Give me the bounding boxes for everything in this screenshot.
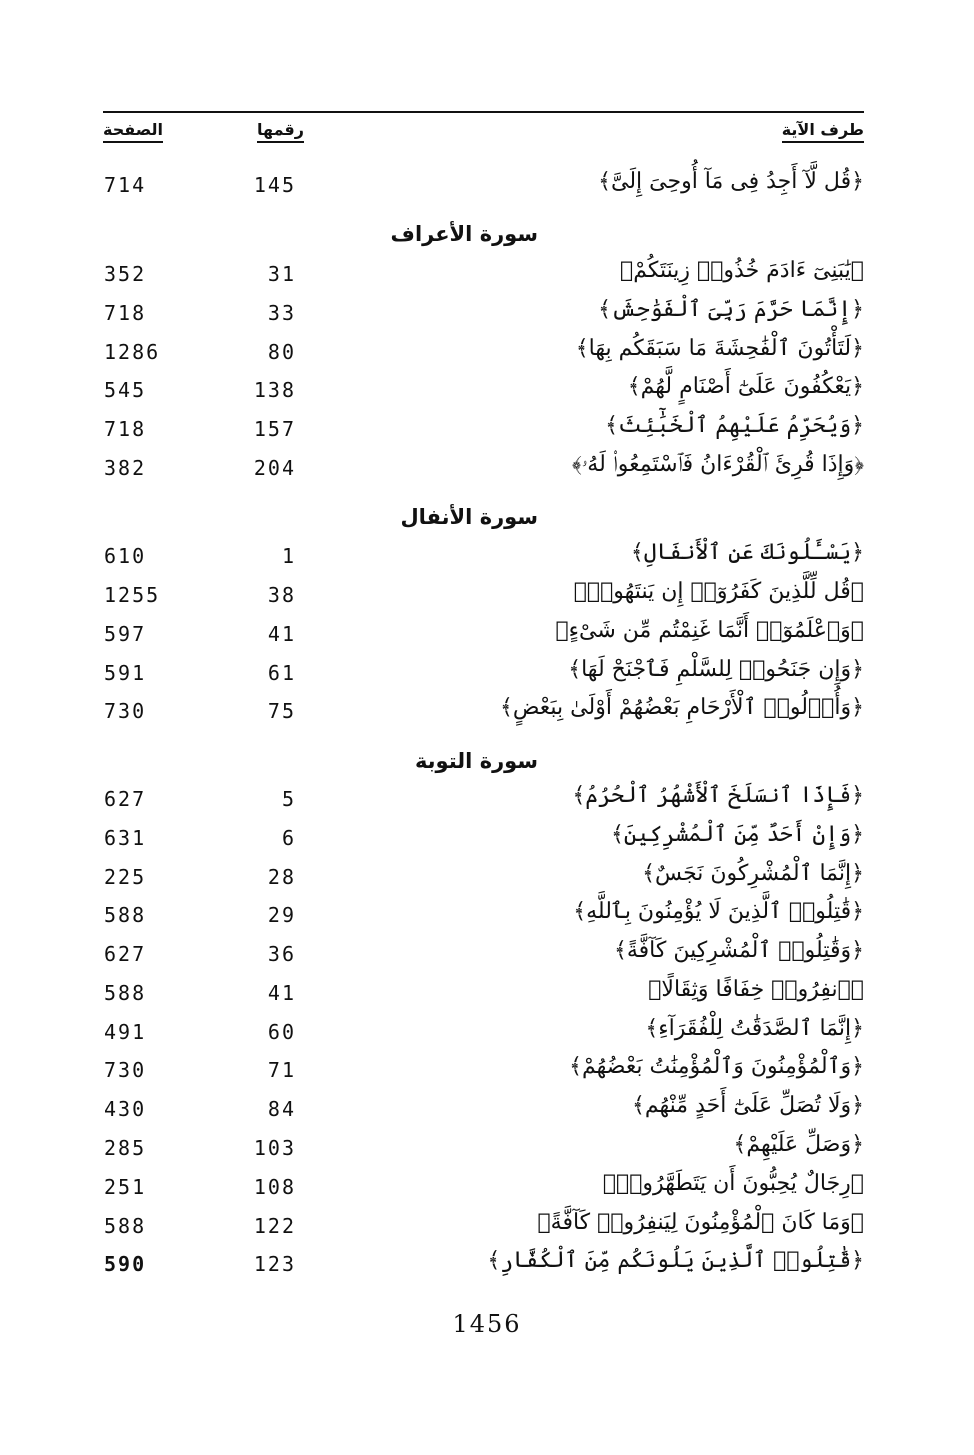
row-verse-number: 108 (253, 1175, 296, 1199)
row-verse-number: 41 (267, 622, 296, 646)
row-page-number: 588 (104, 981, 147, 1005)
row-verse-text: ﴿وَصَلِّ عَلَيْهِمْ﴾ (733, 1132, 864, 1157)
row-page-number: 545 (104, 378, 147, 402)
row-verse-number: 61 (267, 661, 296, 685)
table-row (0, 781, 974, 820)
row-page-number: 491 (104, 1020, 147, 1044)
table-row (0, 936, 974, 975)
table-row (0, 450, 974, 489)
row-page-number: 718 (104, 301, 147, 325)
row-verse-number: 31 (267, 262, 296, 286)
table-row (0, 372, 974, 411)
row-verse-number: 29 (267, 903, 296, 927)
row-page-number: 714 (104, 173, 147, 197)
row-verse-number: 41 (267, 981, 296, 1005)
row-page-number: 627 (104, 942, 147, 966)
table-row (0, 975, 974, 1014)
table-row (0, 1169, 974, 1208)
row-verse-number: 138 (253, 378, 296, 402)
row-verse-text: ﴿يَعْكُفُونَ عَلَىٰٓ أَصْنَامٍ لَّهُمْ﴾ (627, 374, 864, 399)
row-verse-number: 5 (281, 787, 296, 811)
row-verse-number: 80 (267, 340, 296, 364)
row-verse-text: ﴿قَٰتِلُوا۟ ٱلَّذِينَ لَا يُؤْمِنُونَ بِٱللَّهِ﴾ (573, 899, 864, 924)
row-verse-number: 157 (253, 417, 296, 441)
row-verse-number: 145 (253, 173, 296, 197)
row-verse-number: 123 (253, 1252, 296, 1276)
row-verse-number: 38 (267, 583, 296, 607)
row-verse-text: ﴿رِجَالٌ يُحِبُّونَ أَن يَتَطَهَّرُوا۟﴾ (602, 1171, 864, 1196)
row-verse-number: 1 (281, 544, 296, 568)
header-page-column: الصفحة (103, 120, 163, 143)
row-verse-text: ﴿وَأُو۟لُوا۟ ٱلْأَرْحَامِ بَعْضُهُمْ أَوْلَىٰ بِبَعْضٍ﴾ (499, 695, 864, 720)
surah-heading: سورة الأنفال (400, 505, 538, 529)
row-verse-text: ﴿يَٰبَنِىٓ ءَادَمَ خُذُوا۟ زِينَتَكُمْ﴾ (620, 258, 864, 283)
row-verse-number: 60 (267, 1020, 296, 1044)
row-verse-text: ﴿وَإِنْ أَحَدٌ مِّنَ ٱلْمُشْرِكِينَ﴾ (610, 822, 864, 847)
row-page-number: 352 (104, 262, 147, 286)
row-verse-text: ﴿وَإِذَا قُرِئَ ٱلْقُرْءَانُ فَٱسْتَمِعُوا۟ لَهُۥ﴾ (572, 452, 864, 477)
table-row (0, 1052, 974, 1091)
row-page-number: 597 (104, 622, 147, 646)
row-verse-text: ﴿وَمَا كَانَ ٱلْمُؤْمِنُونَ لِيَنفِرُوا۟ كَآفَّةً﴾ (537, 1210, 864, 1235)
row-page-number: 430 (104, 1097, 147, 1121)
row-page-number: 225 (104, 865, 147, 889)
row-page-number: 1255 (104, 583, 161, 607)
row-page-number: 588 (104, 903, 147, 927)
row-verse-text: ﴿وَٱلْمُؤْمِنُونَ وَٱلْمُؤْمِنَٰتُ بَعْضُهُمْ﴾ (569, 1054, 864, 1079)
table-row (0, 538, 974, 577)
table-row (0, 295, 974, 334)
row-page-number: 590 (104, 1252, 147, 1276)
row-page-number: 631 (104, 826, 147, 850)
row-verse-text: ﴿قَٰتِلُوا۟ ٱلَّذِينَ يَلُونَكُم مِّنَ ٱلْكُفَّارِ﴾ (487, 1248, 864, 1273)
row-verse-number: 71 (267, 1058, 296, 1082)
row-page-number: 591 (104, 661, 147, 685)
table-row (0, 859, 974, 898)
page-number: 1456 (452, 1310, 522, 1338)
row-page-number: 588 (104, 1214, 147, 1238)
row-verse-text: ﴿فَإِذَا ٱنسَلَخَ ٱلْأَشْهُرُ ٱلْحُرُمُ﴾ (572, 783, 864, 808)
row-page-number: 610 (104, 544, 147, 568)
row-verse-text: ﴿ٱنفِرُوا۟ خِفَافًا وَثِقَالًا﴾ (648, 977, 864, 1002)
row-page-number: 285 (104, 1136, 147, 1160)
row-verse-number: 84 (267, 1097, 296, 1121)
row-verse-text: ﴿لَتَأْتُونَ ٱلْفَٰحِشَةَ مَا سَبَقَكُم بِهَا﴾ (575, 336, 864, 361)
table-row (0, 256, 974, 295)
row-page-number: 251 (104, 1175, 147, 1199)
row-verse-number: 204 (253, 456, 296, 480)
table-row (0, 1014, 974, 1053)
table-row (0, 167, 974, 206)
row-verse-number: 33 (267, 301, 296, 325)
table-row (0, 616, 974, 655)
row-verse-text: ﴿قُل لَّآ أَجِدُ فِى مَآ أُوحِىَ إِلَىَّ﴾ (598, 169, 864, 194)
row-verse-text: ﴿وَقَٰتِلُوا۟ ٱلْمُشْرِكِينَ كَآفَّةً﴾ (613, 938, 864, 963)
row-verse-text: ﴿يَسْـَٔلُونَكَ عَنِ ٱلْأَنفَالِ﴾ (630, 540, 864, 565)
row-verse-text: ﴿وَلَا تُصَلِّ عَلَىٰٓ أَحَدٍ مِّنْهُم﴾ (632, 1093, 864, 1118)
row-page-number: 730 (104, 699, 147, 723)
row-page-number: 730 (104, 1058, 147, 1082)
row-verse-text: ﴿إِنَّمَا ٱلصَّدَقَٰتُ لِلْفُقَرَآءِ﴾ (645, 1016, 864, 1041)
table-row (0, 411, 974, 450)
table-row (0, 820, 974, 859)
row-page-number: 1286 (104, 340, 161, 364)
row-verse-number: 75 (267, 699, 296, 723)
row-verse-number: 28 (267, 865, 296, 889)
row-verse-text: ﴿إِنَّمَا ٱلْمُشْرِكُونَ نَجَسٌ﴾ (642, 861, 864, 886)
header-number-column: رقمها (257, 120, 304, 143)
row-verse-number: 6 (281, 826, 296, 850)
top-rule (103, 111, 864, 113)
table-row (0, 577, 974, 616)
row-verse-text: ﴿قُل لِّلَّذِينَ كَفَرُوٓا۟ إِن يَنتَهُوا۟﴾ (573, 579, 864, 604)
header-verse-column: طرف الآية (782, 120, 864, 143)
row-page-number: 718 (104, 417, 147, 441)
table-row (0, 334, 974, 373)
table-row (0, 1208, 974, 1247)
table-row (0, 1246, 974, 1285)
row-page-number: 382 (104, 456, 147, 480)
table-row (0, 1091, 974, 1130)
row-verse-text: ﴿وَإِن جَنَحُوا۟ لِلسَّلْمِ فَٱجْنَحْ لَهَا﴾ (568, 657, 864, 682)
row-verse-text: ﴿وَيُحَرِّمُ عَلَيْهِمُ ٱلْخَبَٰٓئِثَ﴾ (605, 413, 864, 438)
row-verse-number: 122 (253, 1214, 296, 1238)
surah-heading: سورة التوبة (414, 749, 538, 773)
table-row (0, 655, 974, 694)
table-row (0, 897, 974, 936)
row-verse-number: 103 (253, 1136, 296, 1160)
row-verse-text: ﴿وَٱعْلَمُوٓا۟ أَنَّمَا غَنِمْتُم مِّن شَىْءٍ﴾ (555, 618, 864, 643)
table-row (0, 693, 974, 732)
row-verse-number: 36 (267, 942, 296, 966)
row-verse-text: ﴿إِنَّمَا حَرَّمَ رَبِّىَ ٱلْفَوَٰحِشَ﴾ (598, 297, 864, 322)
row-page-number: 627 (104, 787, 147, 811)
surah-heading: سورة الأعراف (390, 222, 538, 246)
table-row (0, 1130, 974, 1169)
